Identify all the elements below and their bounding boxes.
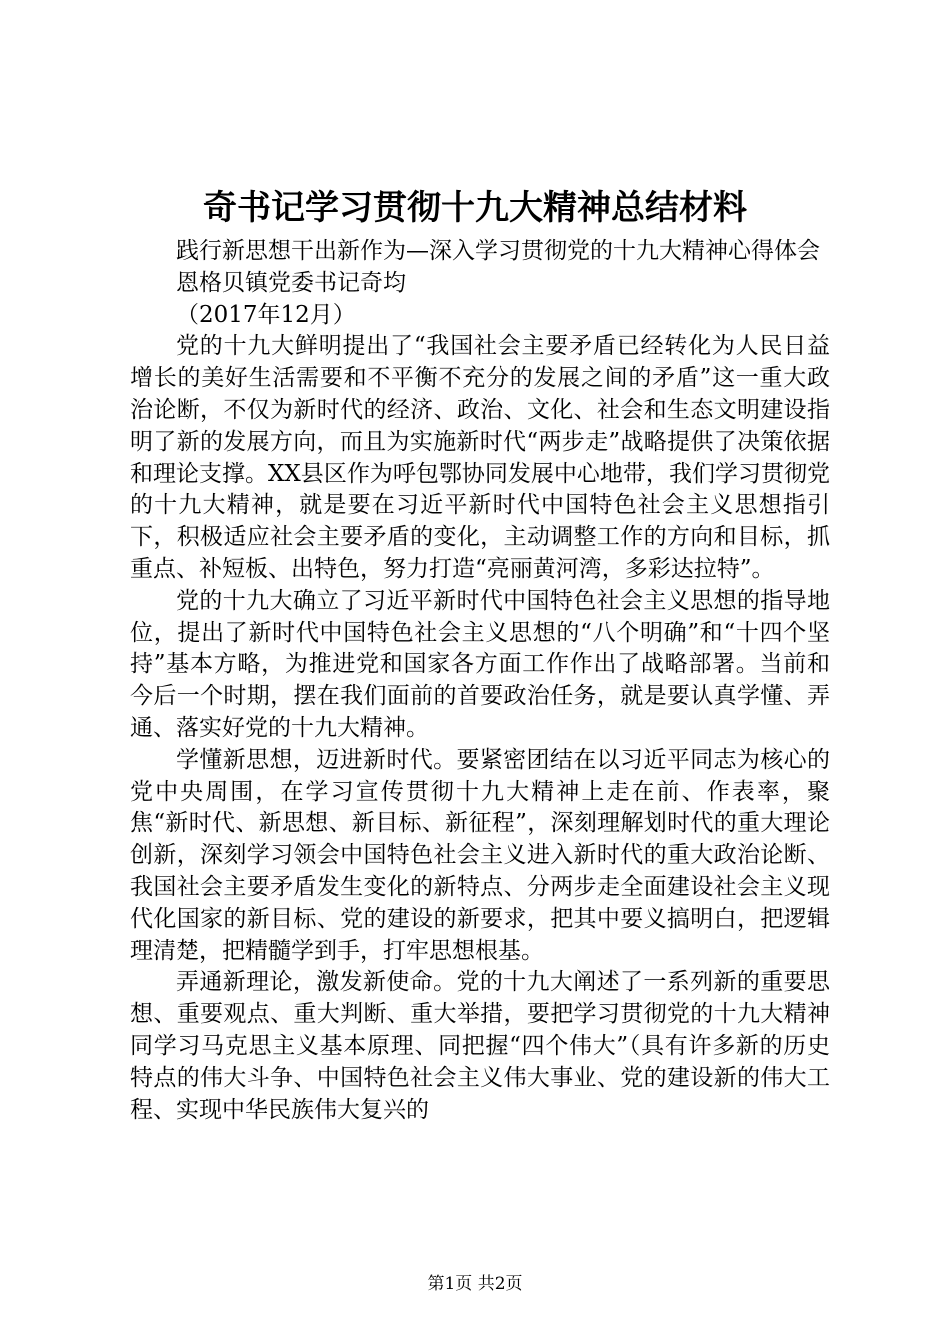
author-line: 恩格贝镇党委书记奇均 — [176, 269, 406, 296]
body-paragraph: 学懂新思想，迈进新时代。要紧密团结在以习近平同志为核心的党中央周围，在学习宣传贯彻十九大精神上走在前、作表率，聚焦“新时代、新思想、新目标、新征程”，深刻理解划时代的重大理论创新，深刻学习领会中国特色社会主义进入新时代的重大政治论断、我国社会主要矛盾发生变化的新特点、分两步走全面建设社会主义现代化国家的新目标、党的建设的新要求，把其中要义搞明白，把逻辑理清楚，把精髓学到手，打牢思想根基。 — [130, 746, 830, 964]
body-paragraph: 党的十九大确立了习近平新时代中国特色社会主义思想的指导地位，提出了新时代中国特色社会主义思想的“八个明确”和“十四个坚持”基本方略，为推进党和国家各方面工作作出了战略部署。当前和今后一个时期，摆在我们面前的首要政治任务，就是要认真学懂、弄通、落实好党的十九大精神。 — [130, 587, 830, 741]
body-paragraph: 弄通新理论，激发新使命。党的十九大阐述了一系列新的重要思想、重要观点、重大判断、重大举措，要把学习贯彻党的十九大精神同学习马克思主义基本原理、同把握“四个伟大”（具有许多新的历史特点的伟大斗争、中国特色社会主义伟大事业、党的建设新的伟大工程、实现中华民族伟大复兴的 — [130, 969, 830, 1123]
body-paragraph: 党的十九大鲜明提出了“我国社会主要矛盾已经转化为人民日益增长的美好生活需要和不平衡不充分的发展之间的矛盾”这一重大政治论断，不仅为新时代的经济、政治、文化、社会和生态文明建设指明了新的发展方向，而且为实施新时代“两步走”战略提供了决策依据和理论支撑。XX县区作为呼包鄂协同发展中心地带，我们学习贯彻党的十九大精神，就是要在习近平新时代中国特色社会主义思想指引下，积极适应社会主要矛盾的变化，主动调整工作的方向和目标，抓重点、补短板、出特色，努力打造“亮丽黄河湾，多彩达拉特”。 — [130, 333, 830, 582]
page-number: 第1页 共2页 — [427, 1274, 523, 1294]
subtitle-paragraph: 践行新思想干出新作为—深入学习贯彻党的十九大精神心得体会 — [176, 238, 820, 264]
page-title: 奇书记学习贯彻十九大精神总结材料 — [203, 188, 747, 228]
date-line: （2017年12月） — [176, 301, 356, 328]
document-body — [130, 236, 830, 1126]
